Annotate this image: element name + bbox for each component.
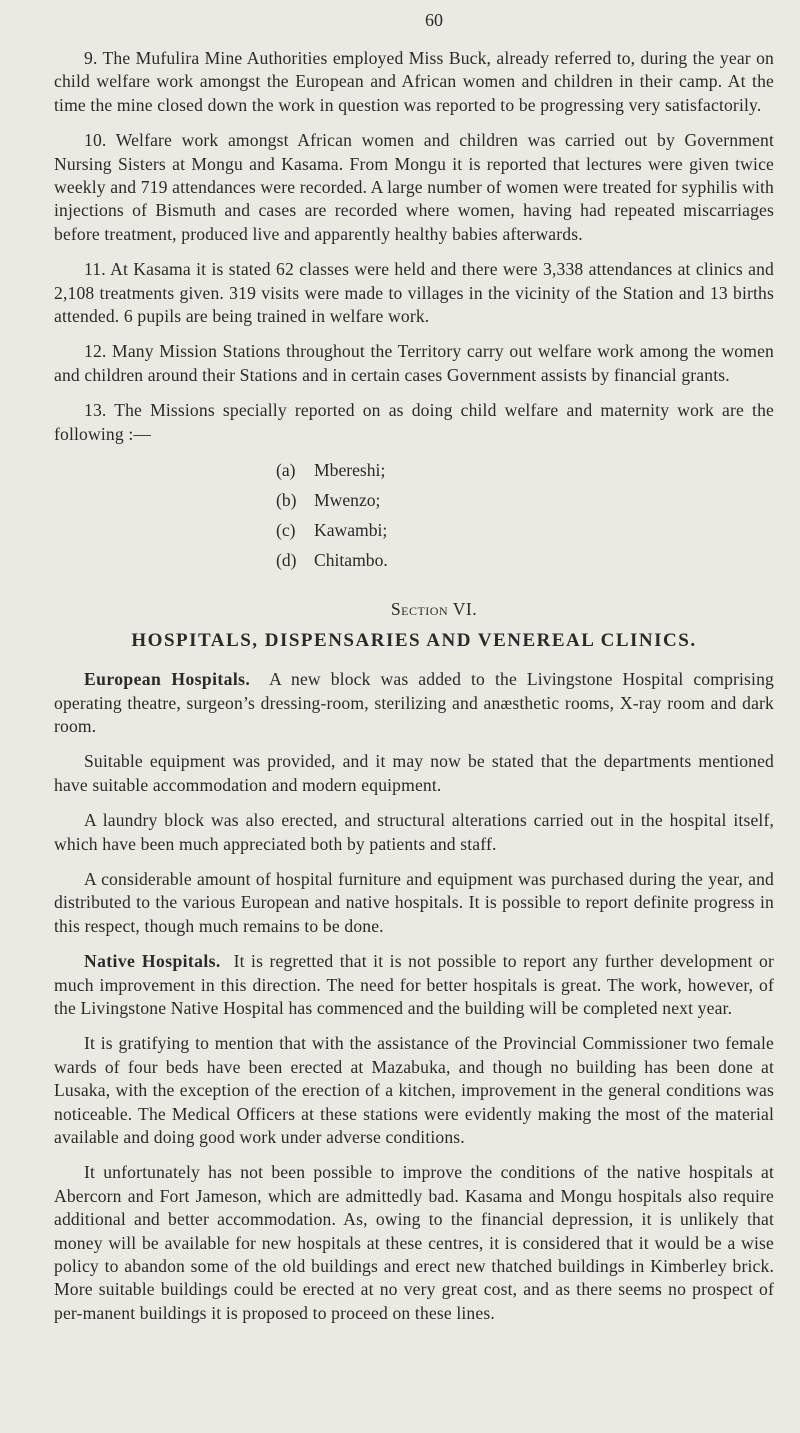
paragraph-text: It is regretted that it is not possible to report any further development or much improvement in this direction. The need for better hospitals is great. The work, however, of the Livingstone Native Hospital has commenced and the building will be completed next year.: [54, 951, 774, 1018]
list-item: [276, 458, 774, 483]
run-in-heading-native: Native Hospitals.: [84, 951, 221, 972]
mission-name: Mbereshi;: [314, 460, 386, 481]
list-marker: (d): [276, 550, 297, 571]
paragraph-13: 13. The Missions specially reported on as doing child welfare and maternity work are the following :—: [54, 400, 774, 444]
section-label-word: Section: [390, 599, 449, 620]
paragraph: A considerable amount of hospital furniture and equipment was purchased during the year, and distributed to the various European and native hospitals. It is possible to report definite progress in this respect, though much remains to be done.: [54, 868, 774, 936]
paragraph-9: 9. The Mufulira Mine Authorities employed Miss Buck, already referred to, during the year on child welfare work amongst the European and African women and children in their camp. At the time the mine closed down the work in question was reported to be progressing very satisfactorily.: [54, 48, 774, 115]
paragraph: Suitable equipment was provided, and it may now be stated that the departments mentioned have suitable accommodation and modern equipment.: [54, 751, 774, 795]
list-item: [276, 488, 774, 513]
list-item: [276, 518, 774, 543]
native-hospitals-paragraph: [54, 950, 774, 1020]
paragraph: It is gratifying to mention that with the assistance of the Provincial Commissioner two female wards of four beds have been erected at Mazabuka, and though no building has been done at Lusaka, with the exception of the erection of a kitchen, improvement in the general conditions was noticeable. The Medical Officers at these stations were evidently making the most of the material available and doing good work under adverse conditions.: [54, 1033, 774, 1147]
section-label: [54, 599, 774, 620]
paragraph: A laundry block was also erected, and structural alterations carried out in the hospital itself, which have been much appreciated both by patients and staff.: [54, 810, 774, 854]
european-hospitals-paragraph: [54, 668, 774, 738]
run-in-heading-european: European Hospitals.: [84, 669, 251, 690]
page-number: 60: [425, 10, 443, 30]
list-marker: (b): [276, 490, 297, 511]
mission-name: Kawambi;: [314, 520, 388, 541]
list-marker: (c): [276, 520, 296, 541]
paragraph-12: 12. Many Mission Stations throughout the Territory carry out welfare work among the women and children around their Stations and in certain cases Government assists by financial grants.: [54, 341, 774, 385]
mission-name: Chitambo.: [314, 550, 388, 571]
section-heading: HOSPITALS, DISPENSARIES AND VENEREAL CLINICS.: [131, 630, 697, 652]
paragraph-11: 11. At Kasama it is stated 62 classes were held and there were 3,338 attendances at clinics and 2,108 treatments given. 319 visits were made to villages in the vicinity of the Station and 13 births attended. 6 pupils are being trained in welfare work.: [54, 259, 774, 327]
paragraph: It unfortunately has not been possible to improve the conditions of the native hospitals at Abercorn and Fort Jameson, which are admittedly bad. Kasama and Mongu hospitals also require additional and better accommodation. As, owing to the financial depression, it is unlikely that money will be available for new hospitals at these centres, it is considered that it would be a wise policy to abandon some of the old buildings and erect new thatched buildings in Kimberley brick. More suitable buildings could be erected at no very great cost, and as there seems no prospect of per-manent buildings it is proposed to proceed on these lines.: [54, 1162, 774, 1323]
mission-name: Mwenzo;: [314, 490, 381, 511]
paragraph-10: 10. Welfare work amongst African women and children was carried out by Government Nursing Sisters at Mongu and Kasama. From Mongu it is reported that lectures were given twice weekly and 719 attendances were recorded. A large number of women were treated for syphilis with injections of Bismuth and cases are recorded where women, having had repeated miscarriages before treatment, produced live and apparently healthy babies afterwards.: [54, 130, 774, 244]
section-label-number: VI.: [452, 599, 478, 620]
missions-list: [54, 458, 774, 573]
list-item: [276, 548, 774, 573]
paragraph-text: A new block was added to the Livingstone Hospital comprising operating theatre, surgeon’s dressing-room, sterilizing and anæsthetic rooms, X-ray room and dark room.: [54, 669, 774, 736]
list-marker: (a): [276, 460, 296, 481]
